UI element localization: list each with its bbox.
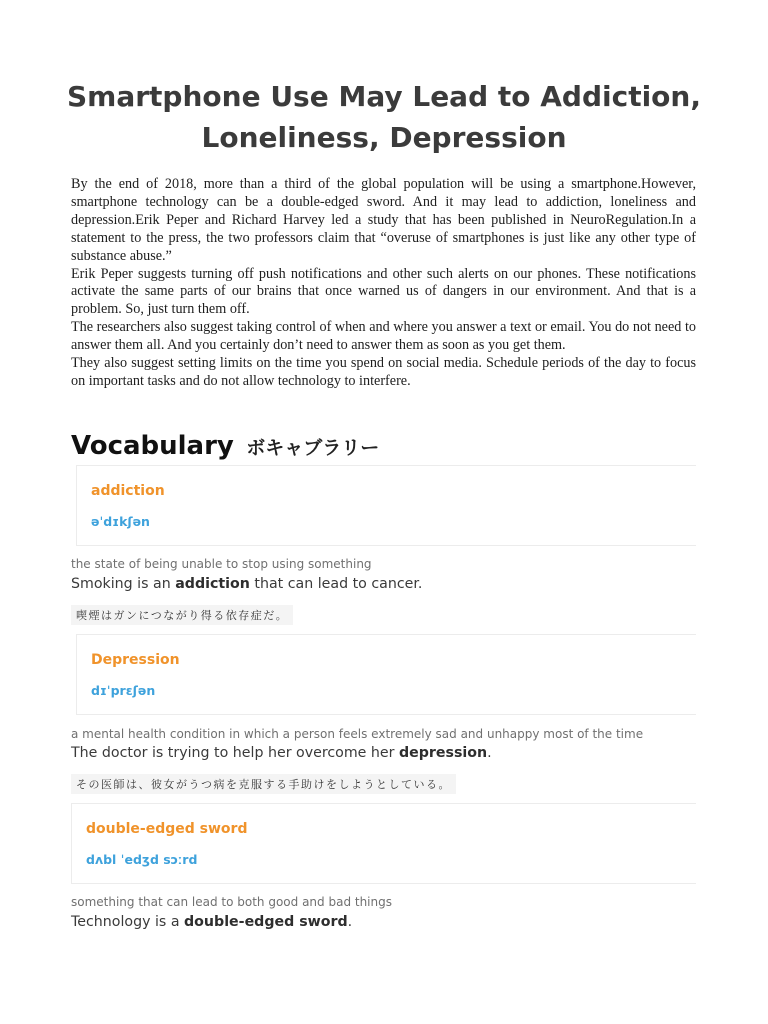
- article-paragraph: The researchers also suggest taking control of when and where you answer a text or email. You do not need to answer them all. And you certainly don’t need to answer them as soon as you get them.: [71, 319, 696, 354]
- vocab-example-sentence: The doctor is trying to help her overcome her depression.: [71, 745, 492, 761]
- vocab-word: double-edged sword: [86, 821, 248, 837]
- vocab-example-translation: その医師は、彼女がうつ病を克服する手助けをしようとしている。: [71, 774, 456, 794]
- article-body: [71, 176, 696, 391]
- article-paragraph: Erik Peper suggests turning off push notifications and other such alerts on our phones. These notifications activate the same parts of our brains that once warned us of dangers in our environment. And that is a problem. So, just turn them off.: [71, 265, 696, 318]
- vocabulary-heading-text: Vocabulary: [71, 431, 234, 461]
- vocab-card-addiction: [76, 465, 696, 546]
- vocab-example-translation: 喫煙はガンにつながり得る依存症だ。: [71, 605, 293, 625]
- vocab-word: addiction: [91, 483, 165, 499]
- vocabulary-heading: [71, 428, 379, 464]
- vocab-example-highlight: double-edged sword: [184, 914, 348, 930]
- vocab-definition: the state of being unable to stop using something: [71, 557, 372, 571]
- vocab-pronunciation: əˈdɪkʃən: [91, 514, 150, 529]
- article-title: [40, 76, 728, 158]
- article-paragraph: They also suggest setting limits on the time you spend on social media. Schedule periods of the day to focus on important tasks and do not allow technology to interfere.: [71, 355, 696, 389]
- vocab-pronunciation: dʌbl ˈedʒd sɔːrd: [86, 852, 198, 867]
- vocab-definition: a mental health condition in which a person feels extremely sad and unhappy most of the time: [71, 727, 644, 741]
- vocabulary-heading-japanese: ボキャブラリー: [246, 437, 380, 459]
- article-title-line-2: Loneliness, Depression: [201, 121, 567, 154]
- vocab-pronunciation: dɪˈprɛʃən: [91, 683, 156, 698]
- article-title-line-1: Smartphone Use May Lead to Addiction,: [67, 80, 701, 113]
- vocab-definition: something that can lead to both good and bad things: [71, 895, 392, 909]
- vocab-card-double-edged-sword: [71, 803, 696, 884]
- vocab-word: Depression: [91, 652, 180, 668]
- vocab-example-highlight: addiction: [175, 576, 250, 592]
- vocab-card-depression: [76, 634, 696, 715]
- vocab-example-sentence: Smoking is an addiction that can lead to cancer.: [71, 576, 423, 592]
- article-paragraph: By the end of 2018, more than a third of the global population will be using a smartphone.However, smartphone technology can be a double-edged sword. And it may lead to addiction, loneliness and depression.Erik Peper and Richard Harvey led a study that has been published in NeuroRegulation.In a statement to the press, the two professors claim that “overuse of smartphones is just like any other type of substance abuse.”: [71, 176, 696, 264]
- vocab-example-highlight: depression: [398, 745, 488, 761]
- vocab-example-sentence: Technology is a double-edged sword.: [71, 914, 353, 930]
